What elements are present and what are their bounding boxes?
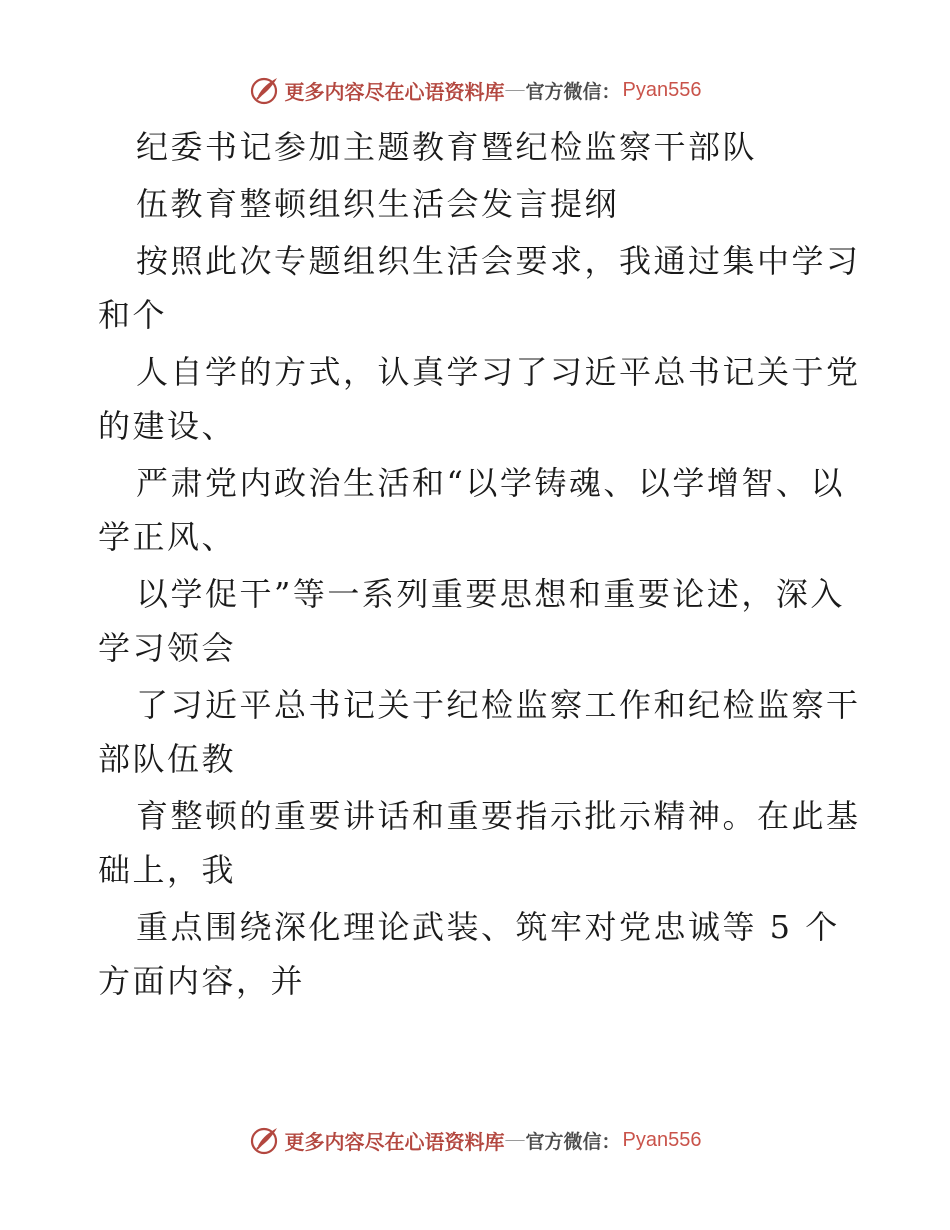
watermark-wechat-id: Pyan556 <box>622 1128 702 1151</box>
paragraph-line: 育整顿的重要讲话和重要指示批示精神。在此基 <box>136 797 861 835</box>
paragraph-line: 方面内容，并 <box>98 962 306 1000</box>
paragraph-line: 重点围绕深化理论武装、筑牢对党忠诚等 5 个 <box>136 908 840 946</box>
document-body <box>98 120 861 1008</box>
quill-logo-icon <box>249 74 281 106</box>
paragraph-line: 础上，我 <box>98 851 237 889</box>
watermark-sub-text: 官方微信： <box>525 81 621 103</box>
watermark-main-text: 更多内容尽在心语资料库 <box>284 81 505 104</box>
paragraph-line: 按照此次专题组织生活会要求，我通过集中学习 <box>136 242 861 280</box>
paragraph-line: 以学促干”等一系列重要思想和重要论述，深入 <box>136 575 845 613</box>
paragraph-line: 部队伍教 <box>98 740 237 778</box>
paragraph-line: 人自学的方式，认真学习了习近平总书记关于党 <box>136 353 861 391</box>
watermark-wechat-id: Pyan556 <box>622 78 702 101</box>
watermark-footer <box>0 1120 950 1160</box>
watermark-sub-text: 官方微信： <box>525 1131 621 1153</box>
title-line-2: 伍教育整顿组织生活会发言提纲 <box>136 185 620 223</box>
watermark-dash: — <box>505 1129 525 1150</box>
watermark-header <box>0 70 950 110</box>
paragraph-line: 了习近平总书记关于纪检监察工作和纪检监察干 <box>136 686 861 724</box>
quill-logo-icon <box>249 1124 281 1156</box>
paragraph-line: 的建设、 <box>98 407 237 445</box>
watermark-dash: — <box>505 79 525 100</box>
paragraph-line: 学正风、 <box>98 518 237 556</box>
paragraph-line: 和个 <box>98 296 168 334</box>
paragraph-line: 严肃党内政治生活和“以学铸魂、以学增智、以 <box>136 464 845 502</box>
title-line-1: 纪委书记参加主题教育暨纪检监察干部队 <box>136 128 758 166</box>
watermark-main-text: 更多内容尽在心语资料库 <box>284 1131 505 1154</box>
paragraph-line: 学习领会 <box>98 629 237 667</box>
